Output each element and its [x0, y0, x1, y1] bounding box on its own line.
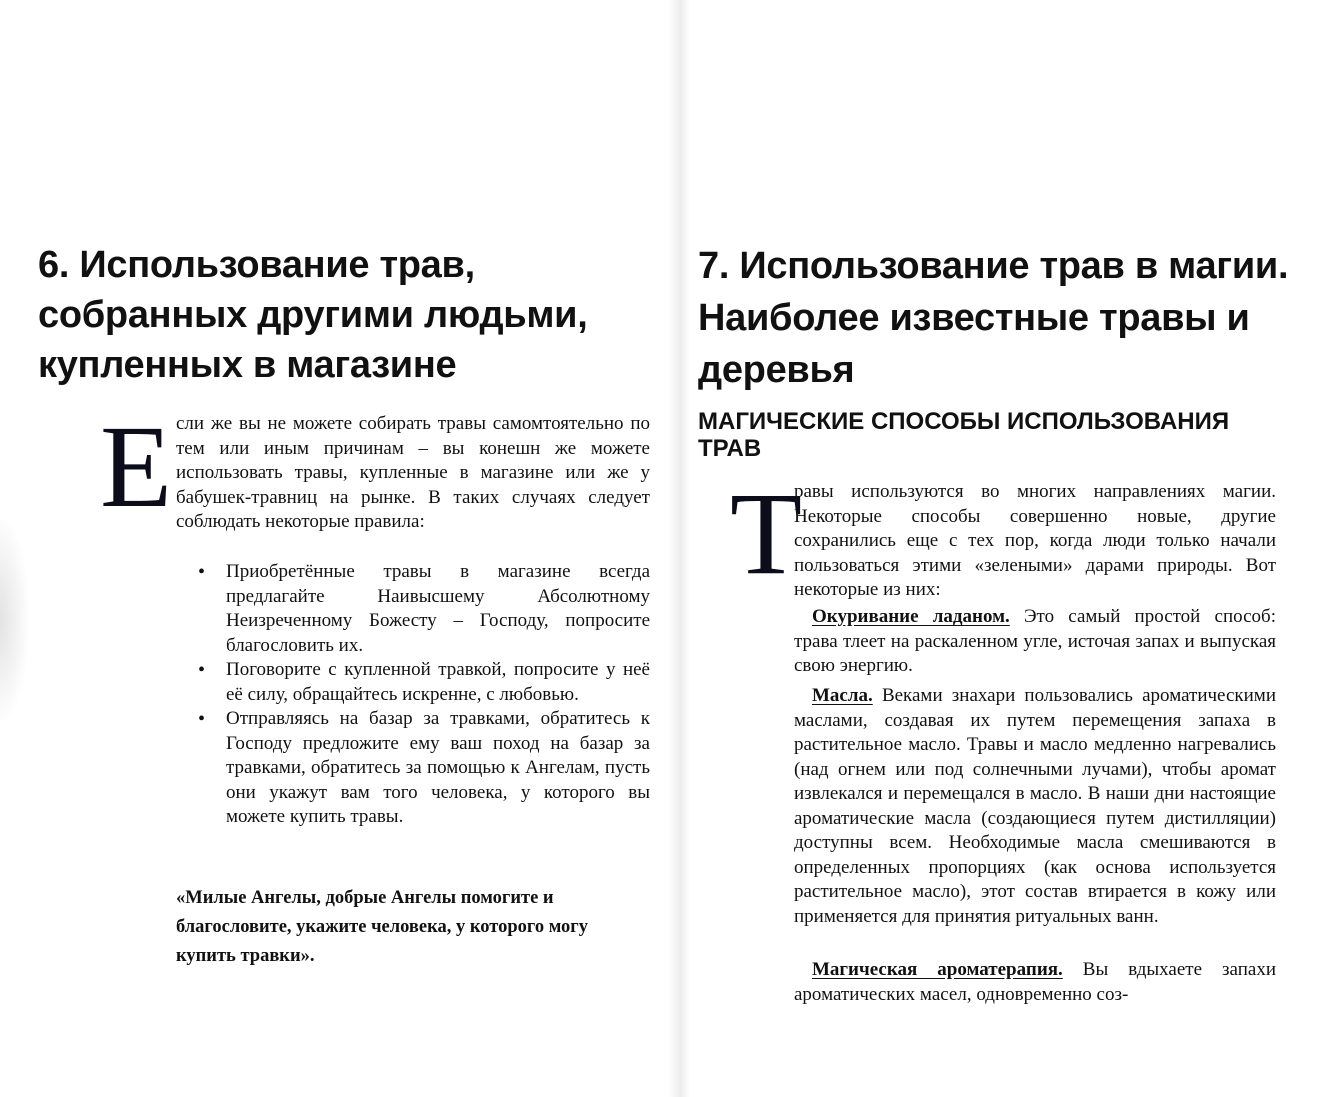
list-item-text: Приобретённые травы в магазине всегда предлагайте Наивысшему Абсолютному Неизреченному Божесту – Господу, попросите благословить их.	[226, 561, 650, 656]
list-item	[196, 658, 650, 707]
book-gutter	[668, 0, 690, 1097]
list-item	[196, 560, 650, 658]
chapter-7-title: 7. Использование трав в магии. Наиболее известные травы и деревья	[698, 245, 1289, 391]
drop-cap-letter: Т	[730, 468, 803, 599]
method-paragraph	[794, 958, 1276, 1007]
list-item-text: Отправляясь на базар за травками, обратитесь к Господу предложите ему ваш поход на базар за травками, обратитесь за помощью к Ангелам, пусть они укажут вам того человека, у которого вы можете купить травы.	[226, 708, 650, 827]
bullet-icon: •	[198, 659, 206, 681]
right-page	[690, 0, 1327, 1097]
method-text: Веками знахари пользовались ароматическими маслами, создавая их путем перемещения запаха в растительное масло. Травы и масло медленно нагревались (над огнем или под солнечными лучами), чтобы аромат извлекался и перемещался в масло. В наши дни настоящие ароматические масла (создающиеся путем дистилляции) доступны всем. Необходимые масла смешиваются в определенных пропорциях (как основа используется растительное масло), этот состав втирается в кожу или применяется для принятия ритуальных ванн.	[794, 685, 1276, 927]
chapter-6-title: 6. Использование трав, собранных другими людьми, купленных в магазине	[38, 244, 588, 386]
list-item	[196, 707, 650, 830]
method-term: Масла.	[812, 685, 873, 706]
list-item-text: Поговорите с купленной травкой, попросите у неё её силу, обращайтесь искренне, с любовью.	[226, 659, 650, 705]
method-term: Магическая ароматерапия.	[812, 959, 1063, 980]
method-text: Вы вдыхаете запахи ароматических масел, одновременно соз-	[794, 959, 1276, 1005]
intro-paragraph: равы используются во многих направлениях магии. Некоторые способы совершенно новые, другие сохранились еще с тех пор, когда люди только начали пользоваться этими «зелеными» дарами природы. Вот некоторые из них:	[794, 481, 1276, 600]
method-paragraph	[794, 605, 1276, 679]
method-text: Это самый простой способ: трава тлеет на раскаленном угле, источая запах и выпуская свою энергию.	[794, 606, 1276, 676]
intro-paragraph: сли же вы не можете собирать травы самомтоятельно по тем или иным причинам – вы конешн же можете использовать травы, купленные в магазине или же у бабушек-травниц на рынке. В таких случаях следует соблюдать некоторые правила:	[176, 413, 650, 532]
bullet-icon: •	[198, 561, 206, 583]
method-term: Окуривание ладаном.	[812, 606, 1010, 627]
drop-cap-letter: Е	[100, 401, 173, 532]
prayer-quote: «Милые Ангелы, добрые Ангелы помогите и благословите, укажите человека, у которого могу купить травки».	[176, 888, 588, 966]
method-paragraph	[794, 684, 1276, 929]
section-title: МАГИЧЕСКИЕ СПОСОБЫ ИСПОЛЬЗОВАНИЯ ТРАВ	[698, 408, 1230, 462]
bullet-icon: •	[198, 708, 206, 730]
rules-list	[196, 560, 650, 830]
